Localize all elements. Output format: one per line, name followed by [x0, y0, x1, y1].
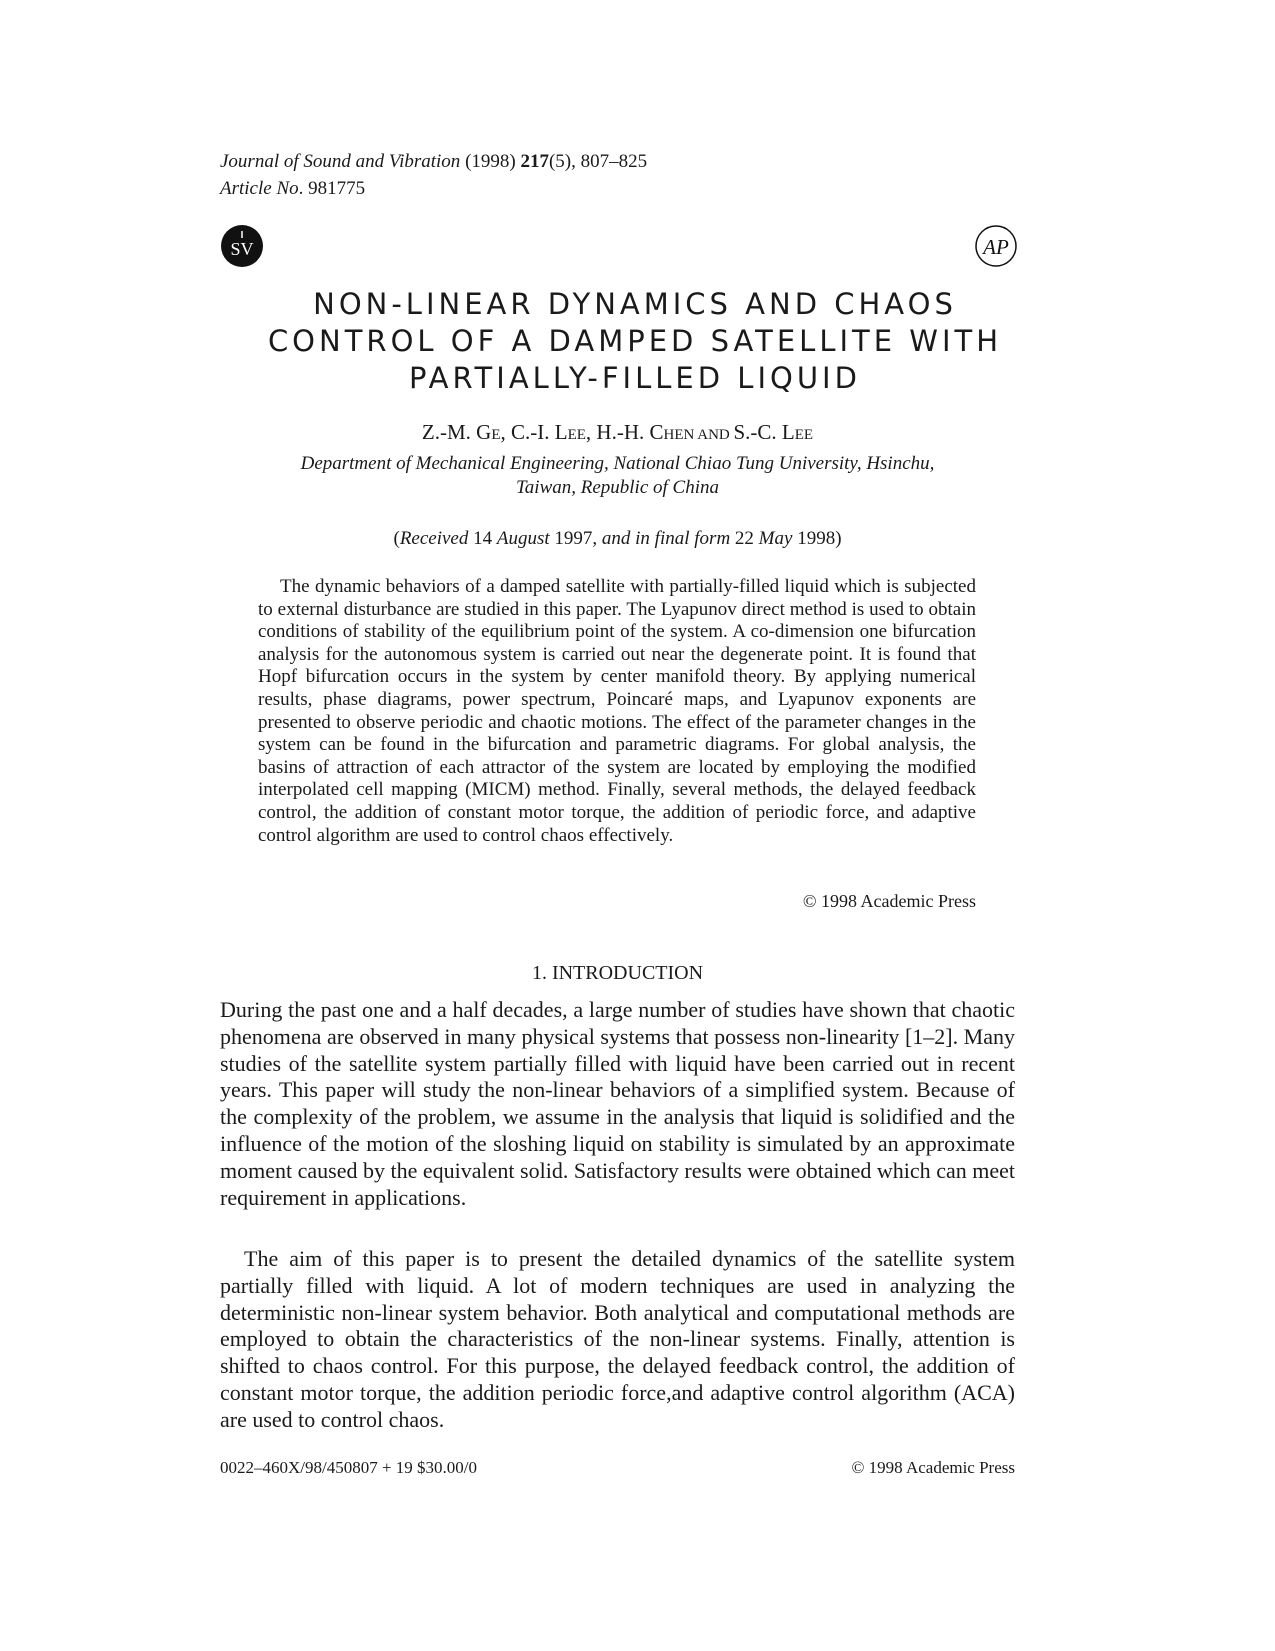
author-1-initials: Z.-M. G — [421, 420, 492, 444]
citation-line-2 — [220, 175, 647, 202]
received-dates — [220, 528, 1015, 550]
author-3-rest: HEN — [663, 427, 695, 443]
affiliation — [220, 452, 1015, 500]
title-line-1: NON-LINEAR DYNAMICS AND CHAOS — [313, 287, 957, 321]
title-line-2: CONTROL OF A DAMPED SATELLITE WITH — [267, 324, 1003, 358]
author-sep-2: , — [585, 420, 597, 444]
journal-issue-pages: (5), 807–825 — [548, 151, 648, 172]
journal-volume: 217 — [520, 151, 549, 172]
final-month: May — [758, 528, 793, 549]
received-year: 1997, — [549, 528, 602, 549]
article-number: . 981775 — [298, 178, 366, 199]
journal-year: (1998) — [465, 151, 516, 172]
abstract-text: The dynamic behaviors of a damped satellite with partially-filled liquid which is subjected to external disturbance are studied in this paper. The Lyapunov direct method is used to obtain conditions of stability of the equilibrium point of the system. A co-dimension one bifurcation analysis for the autonomous system is carried out near the degenerate point. It is found that Hopf bifurcation occurs in the system by center manifold theory. By applying numerical results, phase diagrams, power spectrum, Poincaré maps, and Lyapunov exponents are presented to observe periodic and chaotic motions. The effect of the parameter changes in the system can be found in the bifurcation and parametric diagrams. For global analysis, the basins of attraction of each attractor of the system are located by employing the modified interpolated cell mapping (MICM) method. Finally, several methods, the delayed feedback control, the addition of constant motor torque, the addition of periodic force, and adaptive control algorithm are used to control chaos effectively. — [258, 576, 976, 846]
received-label: Received — [399, 528, 469, 549]
footer-code: 0022–460X/98/450807 + 19 $30.00/0 — [220, 1458, 478, 1477]
author-list — [220, 420, 1015, 445]
paper-title — [230, 286, 1040, 397]
intro-paragraph-2: The aim of this paper is to present the detailed dynamics of the satellite system partially filled with liquid. A lot of modern techniques are used in analyzing the deterministic non-linear system behavior. Both analytical and computational methods are employed to obtain the characteristics of the non-linear systems. Finally, attention is shifted to chaos control. For this purpose, the delayed feedback control, the addition of constant motor torque, the addition periodic force,and adaptive control algorithm (ACA) are used to control chaos. — [220, 1246, 1015, 1432]
author-3-initials: H.-H. C — [596, 420, 664, 444]
author-4-initials: S.-C. L — [733, 420, 795, 444]
journal-citation — [220, 148, 647, 202]
abstract-copyright: © 1998 Academic Press — [802, 891, 976, 911]
intro-paragraph-1: During the past one and a half decades, a large number of studies have shown that chaotic phenomena are observed in many physical systems that possess non-linearity [1–2]. Many studies of the satellite system partially filled with liquid have been carried out in recent years. This paper will study the non-linear behaviors of a simplified system. Because of the complexity of the problem, we assume in the analysis that liquid is solidified and the influence of the motion of the sloshing liquid on stability is simulated by an approximate moment caused by the equivalent solid. Satisfactory results were obtained which can meet requirement in applications. — [220, 997, 1015, 1210]
author-1-rest: E — [491, 427, 501, 443]
final-day: 22 — [730, 528, 759, 549]
sv-publisher-logo — [220, 224, 264, 268]
author-sep-1: , — [500, 420, 511, 444]
author-2-initials: C.-I. L — [511, 420, 568, 444]
ap-logo-text: AP — [983, 235, 1009, 259]
sv-logo-text: SV — [230, 239, 254, 259]
footer-copyright: © 1998 Academic Press — [851, 1458, 1015, 1477]
citation-line-1 — [220, 148, 647, 175]
received-open: ( — [393, 528, 400, 549]
final-year: 1998) — [792, 528, 842, 549]
ap-publisher-logo — [974, 224, 1018, 268]
journal-name: Journal of Sound and Vibration — [220, 151, 461, 172]
article-label: Article No — [220, 178, 299, 199]
affiliation-line-2: Taiwan, Republic of China — [515, 477, 720, 498]
author-2-rest: EE — [567, 427, 586, 443]
title-line-3: PARTIALLY-FILLED LIQUID — [409, 361, 861, 395]
author-and: AND — [694, 427, 734, 443]
affiliation-line-1: Department of Mechanical Engineering, National Chiao Tung University, Hsinchu, — [300, 453, 935, 474]
received-day: 14 — [468, 528, 497, 549]
received-month: August — [496, 528, 550, 549]
section-heading: 1. INTRODUCTION — [531, 962, 704, 984]
final-form-label: and in final form — [601, 528, 731, 549]
author-4-rest: EE — [794, 427, 814, 443]
